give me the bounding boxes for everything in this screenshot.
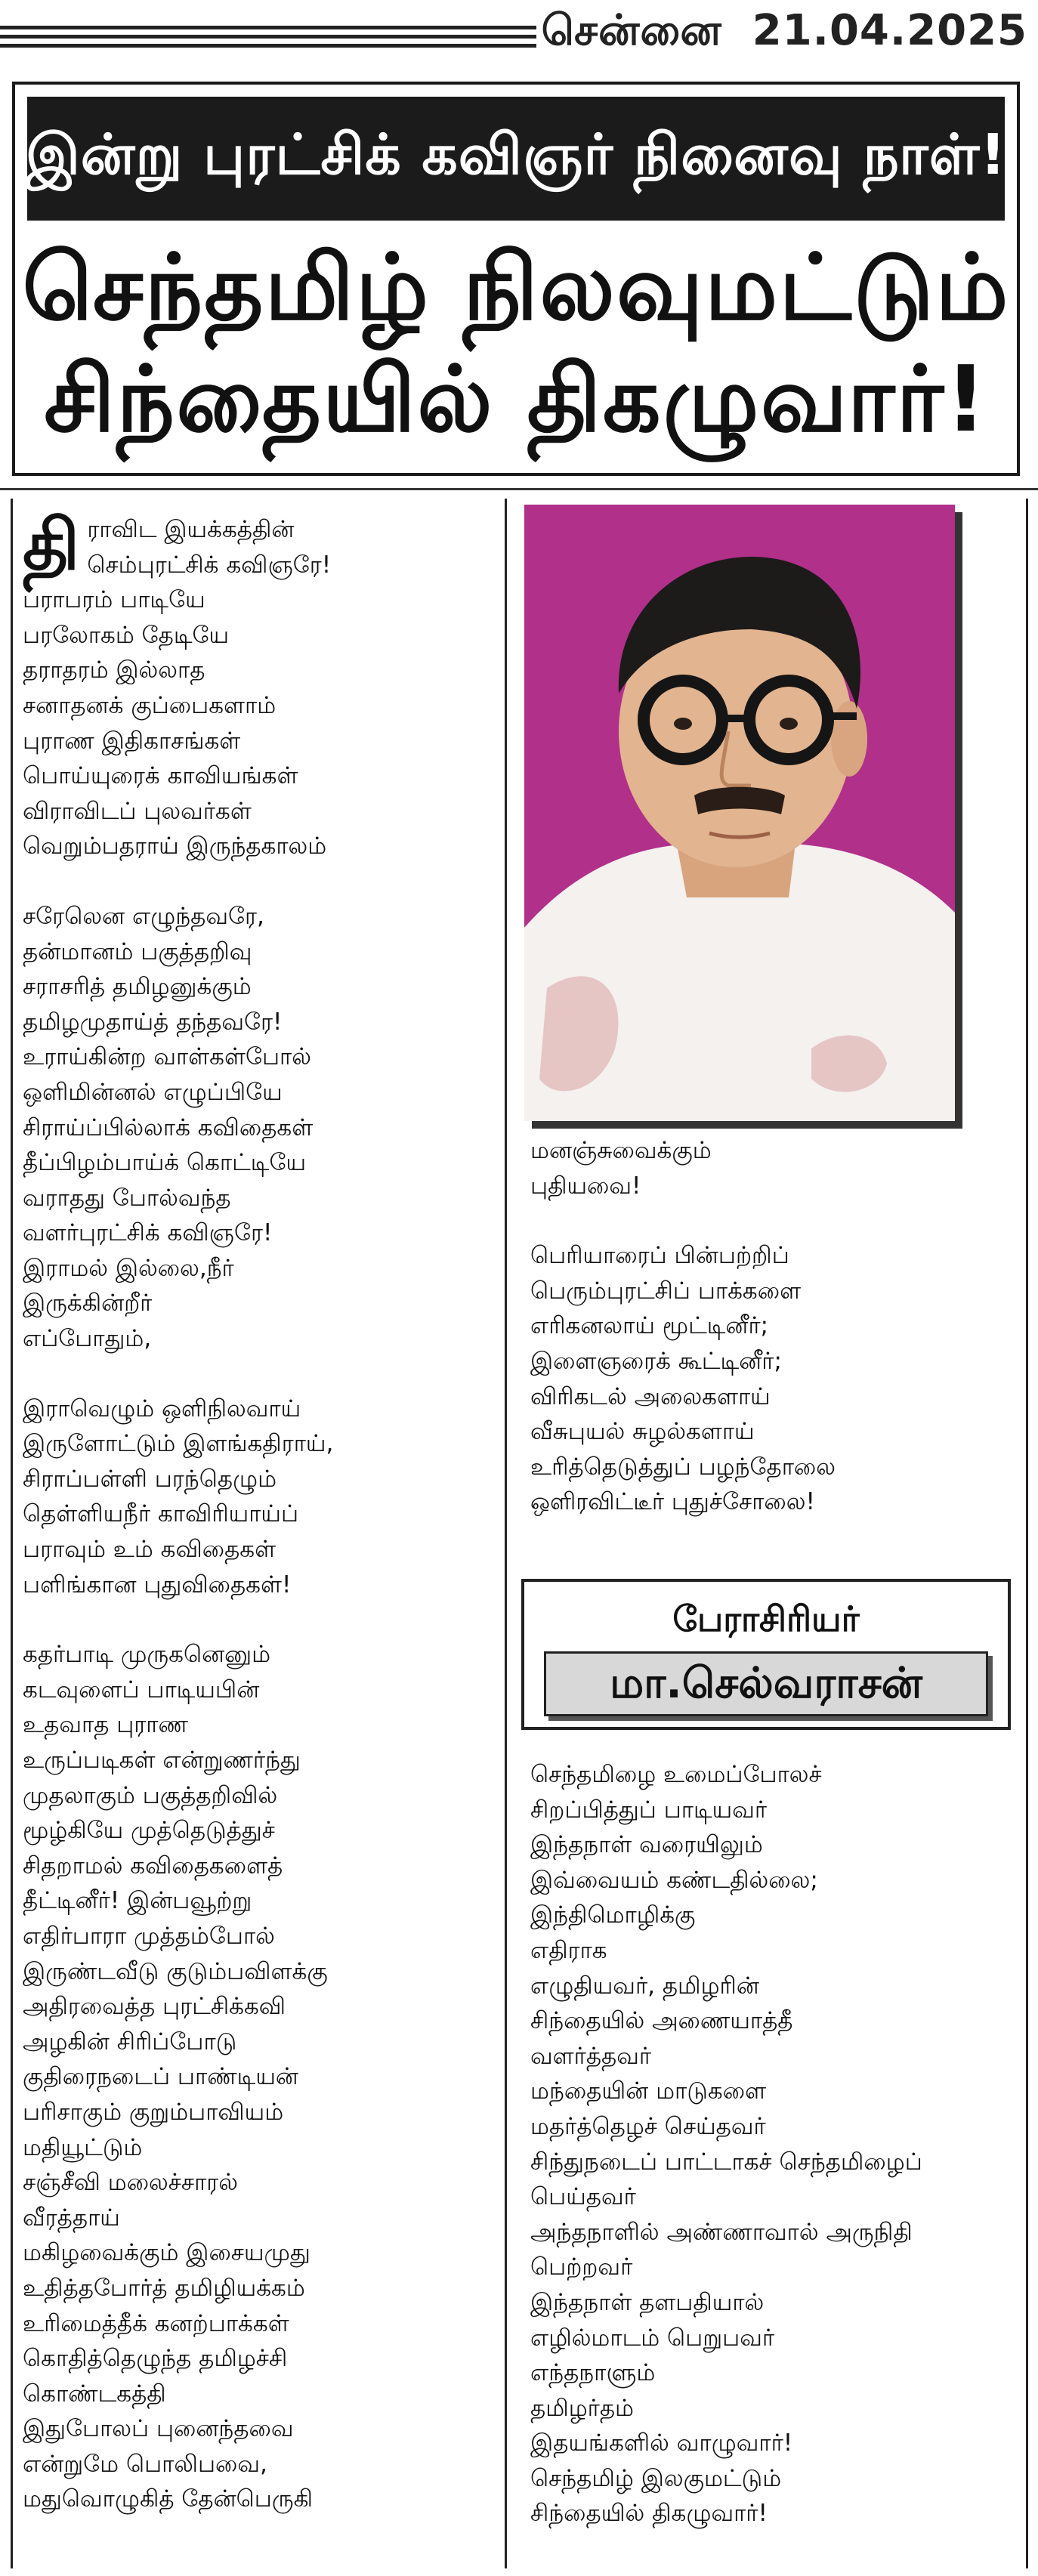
- right-column-rule: [1026, 499, 1028, 2568]
- poem-line: அதிரவைத்த புரட்சிக்கவி: [23, 1993, 286, 2021]
- poem-line: இராவெழும் ஒளிநிலவாய்: [23, 1395, 301, 1422]
- section-divider: [0, 488, 1038, 490]
- poem-line: செந்தமிழை உமைப்போலச்: [530, 1761, 822, 1788]
- poem-line: இதுபோலப் புனைந்தவை: [23, 2415, 294, 2443]
- poem-line: தீப்பிழம்பாய்க் கொட்டியே: [23, 1149, 307, 1177]
- poem-line: பராவும் உம் கவிதைகள்: [23, 1536, 276, 1564]
- poem-line: பெரியாரைப் பின்பற்றிப்: [530, 1242, 789, 1270]
- poem-line: உதித்தபோர்த் தமிழியக்கம்: [23, 2274, 305, 2302]
- poem-line: வெறும்பதராய் இருந்தகாலம்: [23, 832, 327, 860]
- poem-line: முதலாகும் பகுத்தறிவில்: [23, 1781, 278, 1809]
- poem-line: அந்தநாளில் அண்ணாவால் அருநிதி: [530, 2218, 913, 2246]
- poem-line: உரிமைத்தீக் கனற்பாக்கள்: [23, 2309, 289, 2337]
- author-title: பேராசிரியர்: [672, 1598, 860, 1639]
- poem-line: சிந்துநடைப் பாட்டாகச் செந்தமிழைப்: [530, 2148, 922, 2176]
- poem-line: ஒளிரவிட்டீர் புதுச்சோலை!: [530, 1488, 815, 1516]
- poem-line: சிதறாமல் கவிதைகளைத்: [23, 1852, 283, 1879]
- poem-line: பொய்யுரைக் காவியங்கள்: [23, 762, 298, 790]
- left-column-rule: [11, 499, 13, 2568]
- poem-line: புதியவை!: [530, 1172, 641, 1200]
- poem-line: கடவுளைப் பாடியபின்: [23, 1676, 260, 1703]
- poem-line: அழகின் சிரிப்போடு: [23, 2028, 237, 2056]
- poem-line: சிந்தையில் அணையாத்தீ: [530, 2007, 793, 2035]
- poem-line: செம்புரட்சிக் கவிஞரே!: [87, 551, 332, 579]
- poem-line: சிராப்பள்ளி பரந்தெழும்: [23, 1465, 277, 1493]
- poem-line: பெய்தவர்: [530, 2183, 636, 2211]
- poem-line: மதர்த்தெழச் செய்தவர்: [530, 2112, 766, 2140]
- poem-line: எந்தநாளும்: [530, 2359, 656, 2387]
- poem-line: சராசரித் தமிழனுக்கும்: [23, 973, 252, 1001]
- poem-line: இவ்வையம் கண்டதில்லை;: [530, 1866, 818, 1894]
- poem-stanza: [23, 1637, 491, 2517]
- poem-line: எதிராக: [530, 1936, 607, 1964]
- poem-line: புராண இதிகாசங்கள்: [23, 727, 241, 755]
- left-column-poem: [23, 505, 491, 2552]
- poem-line: கொதித்தெழுந்த தமிழச்சி: [23, 2345, 288, 2373]
- poem-stanza: [530, 1238, 1014, 1520]
- poem-line: வராதது போல்வந்த: [23, 1184, 231, 1212]
- poem-line: சிந்தையில் திகழுவார்!: [530, 2500, 768, 2528]
- poem-line: மந்தையின் மாடுகளை: [530, 2077, 767, 2105]
- poem-line: உருப்படிகள் என்றுணர்ந்து: [23, 1747, 301, 1774]
- author-box: [521, 1579, 1011, 1730]
- poem-line: சரேலென எழுந்தவரே,: [23, 902, 264, 930]
- banner-strap: இன்று புரட்சிக் கவிஞர் நினைவு நாள்!: [27, 97, 1005, 221]
- poem-line: வீசுபுயல் சுழல்களாய்: [530, 1418, 755, 1446]
- poem-line: எதிர்பாரா முத்தம்போல்: [23, 1922, 275, 1950]
- poem-line: மதியூட்டும்: [23, 2133, 143, 2161]
- poet-portrait: [524, 505, 955, 1121]
- poem-line: வளர்த்தவர்: [530, 2042, 652, 2070]
- right-column-lower: [530, 1757, 1014, 2531]
- poem-line: இருண்டவீடு குடும்பவிளக்கு: [23, 1957, 328, 1985]
- poem-line: செந்தமிழ் இலகுமட்டும்: [530, 2464, 782, 2492]
- poem-line: இளைஞரைக் கூட்டினீர்;: [530, 1347, 782, 1375]
- poem-line: விரிகடல் அலைகளாய்: [530, 1382, 771, 1410]
- headline-box: [12, 82, 1020, 476]
- poem-line: பராபரம் பாடியே: [23, 586, 205, 614]
- poem-line: சிறப்பித்துப் பாடியவர்: [530, 1796, 768, 1824]
- poem-line: எரிகனலாய் மூட்டினீர்;: [530, 1312, 769, 1340]
- masthead-date: 21.04.2025: [752, 6, 1027, 55]
- poem-stanza: [23, 899, 491, 1357]
- poem-line: பரிசாகும் குறும்பாவியம்: [23, 2098, 284, 2126]
- poem-line: எப்போதும்,: [23, 1325, 152, 1353]
- poem-line: இந்தநாள் வரையிலும்: [530, 1831, 763, 1859]
- masthead-rules: [0, 26, 536, 53]
- poem-line: தெள்ளியநீர் காவிரியாய்ப்: [23, 1500, 299, 1528]
- poem-line: தன்மானம் பகுத்தறிவு: [23, 937, 252, 965]
- poem-line: எழுதியவர், தமிழரின்: [530, 1972, 759, 2000]
- poem-line: இருக்கின்றீர்: [23, 1290, 153, 1317]
- poem-line: தராதரம் இல்லாத: [23, 656, 205, 684]
- main-headline: [15, 233, 1017, 456]
- poem-line: தமிழர்தம்: [530, 2394, 634, 2422]
- headline-line-2: சிந்தையில் திகழுவார்!: [44, 347, 988, 452]
- poem-line: இருளோட்டும் இளங்கதிராய்,: [23, 1430, 334, 1458]
- poem-line: இராமல் இல்லை,நீர்: [23, 1254, 234, 1282]
- poem-line: சஞ்சீவி மலைச்சாரல்: [23, 2169, 239, 2197]
- right-column-upper: [530, 1133, 1014, 1520]
- poem-line: உரித்தெடுத்துப் பழந்தோலை: [530, 1453, 836, 1481]
- poem-stanza: [530, 1757, 1014, 2531]
- poem-line: பெற்றவர்: [530, 2253, 633, 2281]
- center-column-rule: [505, 499, 507, 2568]
- poem-line: வீரத்தாய்: [23, 2204, 120, 2232]
- poem-line: சிராய்ப்பில்லாக் கவிதைகள்: [23, 1113, 314, 1141]
- poem-line: மதுவொழுகித் தேன்பெருகி: [23, 2485, 313, 2513]
- poem-line: உராய்கின்ற வாள்கள்போல்: [23, 1043, 311, 1071]
- poem-line: மூழ்கியே முத்தெடுத்துச்: [23, 1817, 275, 1845]
- masthead-dateline: [542, 6, 1027, 60]
- poem-line: பெரும்புரட்சிப் பாக்களை: [530, 1277, 802, 1305]
- poem-line: எழில்மாடம் பெறுபவர்: [530, 2324, 775, 2352]
- poem-stanza: [23, 1391, 491, 1603]
- poem-line: பளிங்கான புதுவிதைகள்!: [23, 1571, 292, 1598]
- poem-line: இந்தநாள் தளபதியால்: [530, 2288, 765, 2316]
- poem-line: வளர்புரட்சிக் கவிஞரே!: [23, 1219, 273, 1247]
- portrait-illustration: [524, 505, 955, 1121]
- poem-line: தீட்டினீர்! இன்பவூற்று: [23, 1887, 252, 1915]
- masthead: [0, 0, 1038, 69]
- poem-stanza: [23, 505, 491, 864]
- poem-line: ஒளிமின்னல் எழுப்பியே: [23, 1078, 283, 1106]
- drop-cap: தி: [23, 505, 80, 585]
- poem-line: உதவாத புராண: [23, 1711, 188, 1739]
- poem-line: கதர்பாடி முருகனெனும்: [23, 1641, 271, 1669]
- poem-line: பரலோகம் தேடியே: [23, 621, 230, 649]
- poem-line: மனஞ்சுவைக்கும்: [530, 1137, 712, 1164]
- poem-line: மகிழவைக்கும் இசையமுது: [23, 2239, 310, 2267]
- headline-line-1: செந்தமிழ் நிலவுமட்டும்: [22, 236, 1010, 341]
- poem-line: என்றுமே பொலிபவை,: [23, 2450, 267, 2478]
- poem-line: இந்திமொழிக்கு: [530, 1901, 696, 1929]
- poem-line: விராவிடப் புலவர்கள்: [23, 797, 252, 825]
- poem-line: கொண்டகத்தி: [23, 2380, 166, 2408]
- masthead-city: சென்னை: [541, 6, 722, 55]
- poem-line: தமிழமுதாய்த் தந்தவரே!: [23, 1008, 283, 1036]
- poem-line: இதயங்களில் வாழுவார்!: [530, 2429, 793, 2457]
- poem-line: ராவிட இயக்கத்தின்: [87, 516, 295, 543]
- author-name: மா.செல்வராசன்: [544, 1651, 988, 1716]
- poem-line: குதிரைநடைப் பாண்டியன்: [23, 2063, 298, 2091]
- poem-stanza: [530, 1133, 1014, 1203]
- poem-line: சனாதனக் குப்பைகளாம்: [23, 691, 276, 719]
